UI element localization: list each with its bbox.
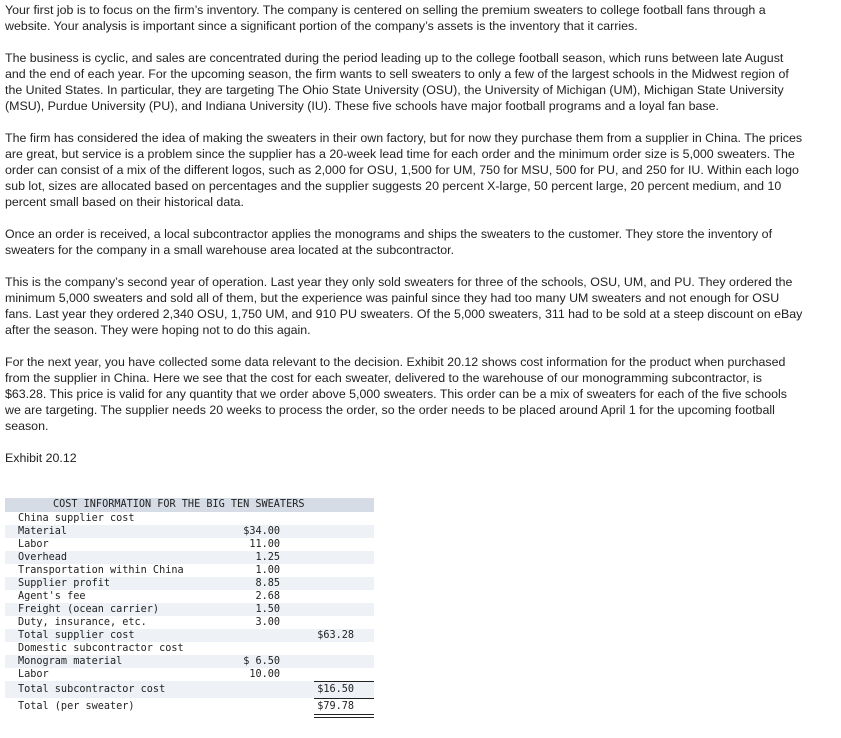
paragraph-business-cycle: The business is cyclic, and sales are concentrated during the period leading up to the college football season, which runs between late August and the end of each year. For the upcoming season, the firm wants to sell sweaters to only a few of the largest schools in the Midwest region of the United States. In particular, they are targeting The Ohio State University (OSU), the University of Michigan (UM), Michigan State University (MSU), Purdue University (PU), and Indiana University (IU). These five schools have major football programs and a loyal fan base. xyxy=(5,51,789,113)
paragraph-subcontractor: Once an order is received, a local subcontractor applies the monograms and ships the sweaters to the customer. They store the inventory of sweaters for the company in a small warehouse area located at the subcontractor. xyxy=(5,227,773,257)
paragraph-supplier: The firm has considered the idea of making the sweaters in their own factory, but for now they purchase them from a supplier in China. The prices are great, but service is a problem since the supplier has a 20-week lead time for each order and the minimum order size is 5,000 sweaters. The order can consist of a mix of the different logos, such as 2,000 for OSU, 1,500 for UM, 750 for MSU, 500 for PU, and 250 for IU. Within each logo sub lot, sizes are allocated based on percentages and the supplier suggests 20 percent X-large, 50 percent large, 20 percent medium, and 10 percent small based on their historical data. xyxy=(5,131,803,209)
table-row xyxy=(5,512,374,525)
row-label: Overhead xyxy=(18,552,68,563)
row-label: China supplier cost xyxy=(18,513,135,524)
paragraph-intro: Your first job is to focus on the firm’s inventory. The company is centered on selling the premium sweaters to college football fans through a website. Your analysis is important since a significant portion of the company’s assets is the inventory that it carries. xyxy=(5,3,766,33)
subtotal-underline xyxy=(314,681,374,682)
table-row xyxy=(5,538,374,551)
table-row xyxy=(5,668,374,681)
paragraph-last-year: This is the company’s second year of operation. Last year they only sold sweaters for three of the schools, OSU, UM, and PU. They ordered the minimum 5,000 sweaters and sold all of them, but the experience was painful since they had too many UM sweaters and not enough for OSU fans. Last year they ordered 2,340 OSU, 1,750 UM, and 910 PU sweaters. Of the 5,000 sweaters, 311 had to be sold at a steep discount on eBay after the season. They were hoping not to do this again. xyxy=(5,275,803,337)
table-row xyxy=(5,525,374,538)
row-value: 8.85 xyxy=(255,578,280,589)
total-rule xyxy=(314,698,374,699)
table-row xyxy=(5,681,374,698)
table-row xyxy=(5,655,374,668)
row-value: 10.00 xyxy=(249,669,280,680)
row-value: 11.00 xyxy=(249,539,280,550)
row-value: 2.68 xyxy=(255,591,280,602)
row-label: Monogram material xyxy=(18,656,123,667)
table-row xyxy=(5,603,374,616)
row-value: 3.00 xyxy=(255,617,280,628)
row-label: Supplier profit xyxy=(18,578,111,589)
row-grand-total: $79.78 xyxy=(317,701,354,712)
row-label: Transportation within China xyxy=(18,565,184,576)
row-label: Material xyxy=(18,526,68,537)
table-row xyxy=(5,616,374,629)
row-value: 1.00 xyxy=(255,565,280,576)
row-total: $63.28 xyxy=(317,630,354,641)
table-row xyxy=(5,551,374,564)
table-row xyxy=(5,642,374,655)
total-double-underline xyxy=(314,714,374,718)
row-value: 1.50 xyxy=(255,604,280,615)
table-row xyxy=(5,698,374,715)
row-label: Total supplier cost xyxy=(18,630,135,641)
row-label: Freight (ocean carrier) xyxy=(18,604,160,615)
document-body xyxy=(5,0,805,480)
row-label: Duty, insurance, etc. xyxy=(18,617,147,628)
row-total: $16.50 xyxy=(317,684,354,695)
cost-table xyxy=(5,498,374,715)
row-value: $34.00 xyxy=(243,526,280,537)
row-label: Total subcontractor cost xyxy=(18,684,166,695)
exhibit-label: Exhibit 20.12 xyxy=(5,451,77,465)
row-label: Agent's fee xyxy=(18,591,86,602)
row-label: Total (per sweater) xyxy=(18,701,135,712)
row-value: $ 6.50 xyxy=(243,656,280,667)
table-title: COST INFORMATION FOR THE BIG TEN SWEATERS xyxy=(5,498,374,512)
table-row xyxy=(5,590,374,603)
row-value: 1.25 xyxy=(255,552,280,563)
row-label: Labor xyxy=(18,669,49,680)
row-label: Domestic subcontractor cost xyxy=(18,643,184,654)
row-label: Labor xyxy=(18,539,49,550)
table-row xyxy=(5,564,374,577)
paragraph-next-year: For the next year, you have collected some data relevant to the decision. Exhibit 20.12 shows cost information for the product when purchased from the supplier in China. Here we see that the cost for each sweater, delivered to the warehouse of our monogramming subcontractor, is $63.28. This price is valid for any quantity that we order above 5,000 sweaters. This order can be a mix of sweaters for each of the five schools we are targeting. The supplier needs 20 weeks to process the order, so the order needs to be placed around April 1 for the upcoming football season. xyxy=(5,355,787,433)
table-row xyxy=(5,577,374,590)
table-row xyxy=(5,629,374,642)
